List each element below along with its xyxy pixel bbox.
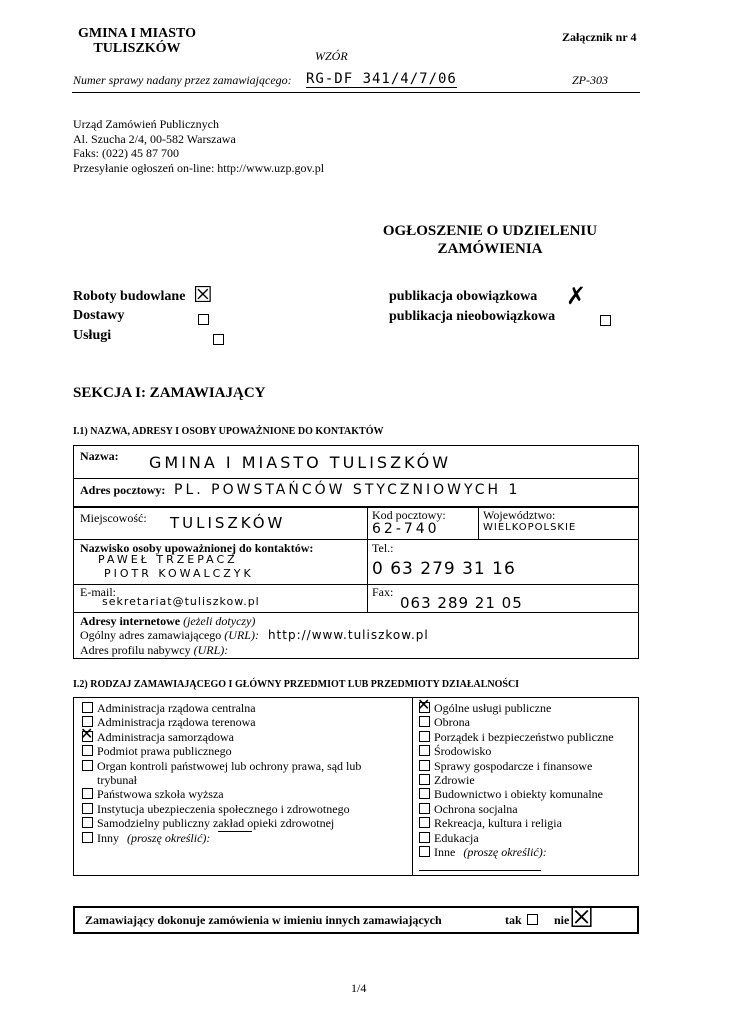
activity-col-divider	[412, 698, 413, 875]
table-row-divider	[74, 478, 638, 479]
activity-checkbox[interactable]	[419, 803, 430, 814]
internet-label: Adresy internetowe	[80, 614, 181, 628]
page-number: 1/4	[351, 981, 367, 995]
activity-checkbox[interactable]	[419, 760, 430, 771]
activity-checkbox[interactable]	[419, 702, 430, 713]
notice-title-line1: OGŁOSZENIE O UDZIELENIU	[382, 223, 598, 239]
table-row-divider	[74, 584, 638, 585]
other-input-line[interactable]	[218, 831, 252, 832]
joint-no-checkbox[interactable]: ☒	[569, 901, 595, 934]
contact-person2[interactable]: PIOTR KOWALCZYK	[104, 567, 254, 580]
activity-checkbox[interactable]	[419, 731, 430, 742]
authority-type-checkbox[interactable]	[82, 817, 93, 828]
city-label: Miejscowość:	[80, 511, 147, 525]
activity-option[interactable]	[419, 730, 634, 744]
table-row-divider	[74, 612, 638, 613]
joint-question: Zamawiający dokonuje zamówienia w imieniu innych zamawiających	[85, 913, 442, 927]
postal-label: Adres pocztowy:	[80, 483, 166, 497]
general-label: Ogólny adres zamawiającego	[80, 628, 222, 642]
annex-label: Załącznik nr 4	[562, 30, 637, 44]
activity-option[interactable]	[419, 845, 634, 859]
authority-type-option[interactable]	[82, 701, 407, 715]
publication-optional: publikacja nieobowiązkowa	[389, 309, 556, 324]
authority-type-label: Samodzielny publiczny zakład opieki zdrowotnej	[97, 816, 335, 831]
authority-type-option[interactable]	[82, 744, 407, 758]
joint-yes-label: tak	[505, 913, 522, 927]
activity-option[interactable]	[419, 701, 634, 715]
activity-checkbox[interactable]	[419, 716, 430, 727]
tel-label: Tel.:	[372, 541, 394, 555]
i1-title: I.1) NAZWA, ADRESY I OSOBY UPOWAŻNIONE DO KONTAKTÓW	[73, 426, 384, 437]
activity-checkbox[interactable]	[419, 774, 430, 785]
office-line3: Faks: (022) 45 87 700	[73, 146, 179, 160]
activity-label: Rekreacja, kultura i religia	[434, 816, 562, 831]
buyer-label: Adres profilu nabywcy	[80, 643, 191, 657]
activity-option[interactable]	[419, 816, 634, 830]
general-address-row	[80, 628, 429, 643]
name-label: Nazwa:	[80, 449, 119, 463]
table-col-divider	[367, 506, 368, 612]
authority-type-option[interactable]	[82, 759, 407, 773]
contact-person1[interactable]: PAWEŁ TRZEPACZ	[98, 553, 238, 566]
authority-type-label: Administracja rządowa terenowa	[97, 715, 256, 730]
contract-type-supplies: Dostawy	[73, 308, 125, 323]
general-value[interactable]: http://www.tuliszkow.pl	[267, 628, 429, 642]
section1-title: SEKCJA I: ZAMAWIAJĄCY	[73, 385, 266, 401]
authority-type-label-continuation: trybunał	[97, 773, 137, 788]
zip-value[interactable]: 62-740	[372, 521, 440, 537]
authority-type-option[interactable]	[82, 715, 407, 729]
publication-mandatory: publikacja obowiązkowa	[389, 289, 538, 304]
mandatory-checkbox[interactable]: ✗	[566, 282, 587, 310]
office-line4: Przesyłanie ogłoszeń on-line: http://www.uzp.gov.pl	[73, 160, 325, 175]
authority-type-checkbox[interactable]	[82, 803, 93, 814]
activity-checkbox[interactable]	[419, 832, 430, 843]
form-label: WZÓR	[315, 49, 348, 63]
form-code: ZP-303	[572, 73, 608, 87]
activity-label: Edukacja	[434, 830, 479, 845]
activity-checkbox[interactable]	[419, 745, 430, 756]
activity-label: Zdrowie	[434, 773, 475, 788]
office-line1: Urząd Zamówień Publicznych	[73, 117, 219, 131]
contract-type-services: Usługi	[73, 328, 112, 343]
other-activity-line	[419, 870, 541, 871]
joint-no-label: nie	[554, 913, 570, 927]
activity-option[interactable]	[419, 759, 634, 773]
activity-label: Budownictwo i obiekty komunalne	[434, 787, 603, 802]
activity-label: Ogólne usługi publiczne	[434, 701, 552, 715]
city-value[interactable]: TULISZKÓW	[170, 514, 286, 532]
authority-type-label: Inny	[97, 830, 119, 845]
authority-type-checkbox[interactable]	[82, 745, 93, 756]
joint-yes-checkbox[interactable]	[527, 914, 538, 925]
office-address	[73, 117, 324, 175]
authority-type-option[interactable]	[82, 816, 407, 830]
authority-type-label: Organ kontroli państwowej lub ochrony prawa, sąd lub	[97, 758, 362, 773]
case-number-value: RG-DF 341/4/7/06	[306, 71, 457, 87]
other-note: (proszę określić):	[127, 830, 211, 845]
activity-checkbox[interactable]	[419, 817, 430, 828]
authority-type-checkbox[interactable]	[82, 702, 93, 713]
authority-type-option[interactable]	[82, 730, 407, 744]
buyer-profile-row	[80, 643, 228, 658]
authority-type-option[interactable]	[82, 802, 407, 816]
authority-type-label: Administracja samorządowa	[97, 729, 234, 744]
activity-option[interactable]	[419, 831, 634, 845]
authority-type-list	[82, 701, 407, 845]
activity-option[interactable]	[419, 744, 634, 758]
authority-type-label: Administracja rządowa centralna	[97, 701, 256, 715]
name-value[interactable]: GMINA I MIASTO TULISZKÓW	[149, 453, 452, 472]
municipality-line2: TULISZKÓW	[93, 41, 181, 56]
activity-option[interactable]	[419, 802, 634, 816]
works-checkbox[interactable]: ☒	[193, 283, 213, 308]
table-col-divider	[478, 506, 479, 539]
fax-label: Fax:	[372, 585, 394, 599]
contact-table	[73, 445, 639, 659]
activity-option[interactable]	[419, 773, 634, 787]
buyer-url-tag: (URL):	[193, 643, 229, 657]
authority-type-checkbox[interactable]	[82, 788, 93, 799]
activity-label: Środowisko	[434, 744, 492, 759]
notice-title-line2: ZAMÓWIENIA	[437, 241, 543, 257]
authority-type-checkbox[interactable]	[82, 832, 93, 843]
notice-title	[370, 222, 610, 258]
municipality-name	[72, 26, 202, 56]
table-row-divider	[74, 539, 638, 540]
authority-type-option[interactable]	[82, 787, 407, 801]
internet-note: (jeżeli dotyczy)	[183, 614, 256, 628]
activity-label: Porządek i bezpieczeństwo publiczne	[434, 729, 614, 744]
zip-label: Kod pocztowy:	[372, 508, 446, 522]
authority-type-label: Podmiot prawa publicznego	[97, 744, 232, 759]
activity-label: Ochrona socjalna	[434, 801, 518, 816]
internet-heading	[80, 614, 255, 629]
case-number-label: Numer sprawy nadany przez zamawiającego:	[73, 73, 292, 87]
supplies-checkbox[interactable]	[198, 314, 209, 325]
header-divider	[72, 92, 640, 93]
activity-label: Sprawy gospodarcze i finansowe	[434, 758, 593, 773]
email-value[interactable]: sekretariat@tuliszkow.pl	[102, 595, 260, 608]
services-checkbox[interactable]	[213, 334, 224, 345]
province-value[interactable]: WIELKOPOLSKIE	[483, 522, 577, 533]
activity-table	[73, 697, 639, 876]
activity-checkbox[interactable]	[419, 846, 430, 857]
activity-option[interactable]	[419, 787, 634, 801]
general-url-tag: (URL):	[224, 628, 259, 642]
office-line2: Al. Szucha 2/4, 00-582 Warszawa	[73, 131, 236, 146]
optional-checkbox[interactable]	[600, 315, 611, 326]
authority-type-label: Instytucja ubezpieczenia społecznego i zdrowotnego	[97, 801, 350, 816]
fax-value[interactable]: 063 289 21 05	[400, 594, 523, 612]
contract-type-works: Roboty budowlane	[73, 289, 186, 304]
activity-other-note: (proszę określić):	[463, 845, 547, 860]
i2-title: I.2) RODZAJ ZAMAWIAJĄCEGO I GŁÓWNY PRZEDMIOT LUB PRZEDMIOTY DZIAŁALNOŚCI	[73, 679, 520, 690]
main-activity-list	[419, 701, 634, 859]
province-label: Województwo:	[483, 508, 556, 522]
postal-value[interactable]: PL. POWSTAŃCÓW STYCZNIOWYCH 1	[174, 482, 521, 498]
activity-checkbox[interactable]	[419, 788, 430, 799]
activity-label: Obrona	[434, 715, 470, 730]
authority-type-label: Państwowa szkoła wyższa	[97, 787, 224, 802]
tel-value[interactable]: 0 63 279 31 16	[372, 559, 516, 579]
authority-type-option[interactable]	[82, 831, 407, 845]
email-label: E-mail:	[80, 585, 116, 599]
municipality-line1: GMINA I MIASTO	[78, 26, 196, 41]
authority-type-checkbox[interactable]	[82, 731, 93, 742]
joint-procurement-box	[73, 901, 639, 934]
authority-type-checkbox[interactable]	[82, 760, 93, 771]
activity-label: Inne	[434, 845, 456, 860]
contact-label: Nazwisko osoby upoważnionej do kontaktów:	[80, 541, 314, 555]
activity-option[interactable]	[419, 715, 634, 729]
